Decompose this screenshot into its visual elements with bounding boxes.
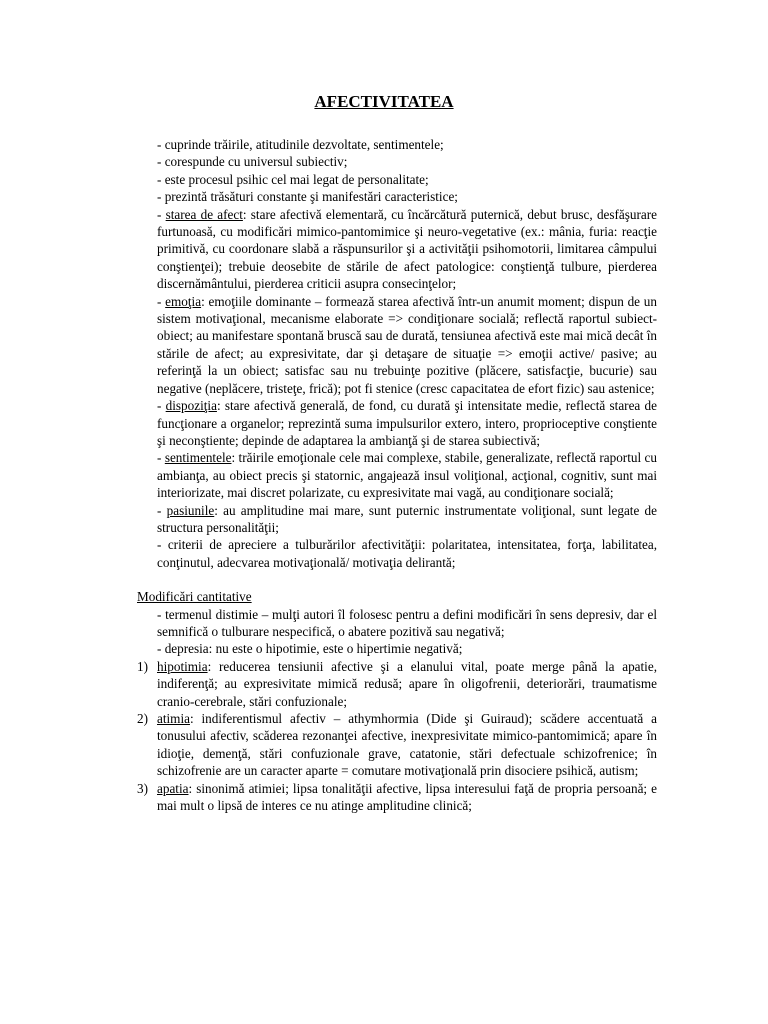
- item-prefix: -: [157, 502, 167, 518]
- section-heading: Modificări cantitative: [137, 589, 252, 605]
- definition-item: [137, 536, 657, 571]
- numbered-item: [137, 710, 657, 780]
- bullet-list: [137, 136, 657, 206]
- item-text: : stare afectivă generală, de fond, cu durată şi intensitate medie, reflectă starea de funcţionare a organelor; reprezintă suma impulsurilor extero, intero, proprioceptive conştiente şi neconştiente; depinde de adaptarea la ambianţă şi de starea subiectivă;: [157, 398, 657, 448]
- bullet-item: - este procesul psihic cel mai legat de personalitate;: [157, 171, 429, 187]
- document-body: [137, 136, 657, 814]
- intro-item: - depresia: nu este o hipotimie, este o hipertimie negativă;: [157, 641, 463, 657]
- item-number: 3): [137, 780, 148, 796]
- item-text: : stare afectivă elementară, cu încărcătură puternică, debut brusc, desfăşurare furtunoasă, cu modificări mimico-pantomimice şi neuro-vegetative (ex.: mânia, furia: reacţie primitivă, cu coordonare slabă a răspunsurilor şi a activităţii psihomotorii, limitarea câmpului conştienţei); trebuie deosebite de stările de afect patologice: conştienţă tulbure, pierderea discernământului, pierderea criticii asupra consecinţelor;: [157, 206, 657, 292]
- item-text: criterii de apreciere a tulburărilor afectivităţii: polaritatea, intensitatea, forţa, labilitatea, conţinutul, adecvarea motivaţională/ motivaţia delirantă;: [157, 537, 657, 570]
- item-prefix: -: [157, 398, 166, 414]
- definition-item: [137, 449, 657, 501]
- item-number: 1): [137, 658, 148, 674]
- item-term: dispoziţia: [165, 398, 217, 414]
- item-prefix: -: [157, 537, 168, 553]
- item-number: 2): [137, 711, 148, 726]
- item-text: : reducerea tensiunii afective şi a elanului vital, poate merge până la apatie, indiferenţă; au expresivitate mimică redusă; apare în oligofrenii, deteriorări, traumatisme cranio-cerebrale, stări confuzionale;: [157, 658, 657, 709]
- item-text: : trăirile emoţionale cele mai complexe, stabile, generalizate, reflectă raportul cu ambianţa, au obiect precis şi statornic, angajează insul voliţional, acţional, cognitiv, sunt mai interiorizate, mai discret polarizate, cu expresivitate mai vagă, au condiţionare socială;: [157, 450, 657, 501]
- item-prefix: -: [157, 293, 166, 309]
- item-term: apatia: [157, 780, 189, 796]
- bullet-item: - cuprinde trăirile, atitudinile dezvoltate, sentimentele;: [157, 137, 444, 152]
- bullet-item: - corespunde cu universul subiectiv;: [157, 154, 348, 170]
- definition-item: [137, 293, 657, 397]
- intro-item: - termenul distimie – mulţi autori îl folosesc pentru a defini modificări în sens depresiv, dar el semnifică o tulburare nespecifică, o abatere pozitivă sau negativă;: [157, 606, 657, 639]
- definition-item: [137, 397, 657, 449]
- item-term: emoţia: [165, 293, 202, 309]
- item-text: : emoţiile dominante – formează starea afectivă într-un anumit moment; dispun de un sistem motivaţional, mecanisme elaborate => condiţionare socială; reflectă raportul subiect-obiect; au manifestare spontană bruscă sau de durată, tensiunea afectivă este mai mică decât în stările de afect; au expresivitate, dar şi detaşare de situaţie => emoţii active/ pasive; au referinţă la un obiect; satisfac sau nu trebuinţe pozitive (plăcere, satisfacţie, bucurie) sau negative (neplăcere, tristeţe, frică); pot fi stenice (cresc capacitatea de efort fizic) sau astenice;: [157, 293, 657, 396]
- definition-item: [137, 502, 657, 537]
- item-term: hipotimia: [157, 658, 208, 674]
- definition-item: [137, 206, 657, 293]
- bullet-item: - prezintă trăsături constante şi manifestări caracteristice;: [157, 189, 458, 205]
- item-text: : sinonimă atimiei; lipsa tonalităţii afective, lipsa interesului faţă de propria persoană; e mai mult o lipsă de interes ce nu atinge amplitudine clinică;: [157, 780, 657, 814]
- item-term: pasiunile: [166, 502, 215, 518]
- item-term: sentimentele: [164, 450, 232, 466]
- item-prefix: -: [157, 206, 166, 222]
- item-text: : au amplitudine mai mare, sunt puternic instrumentate voliţional, sunt legate de structura personalităţii;: [157, 502, 657, 535]
- numbered-item: [137, 780, 657, 815]
- item-prefix: -: [157, 450, 165, 466]
- page-title: AFECTIVITATEA: [314, 92, 454, 111]
- spacer: [137, 571, 657, 588]
- item-term: starea de afect: [165, 206, 243, 222]
- numbered-item: [137, 658, 657, 710]
- item-term: atimia: [157, 711, 190, 726]
- section-intro: [137, 606, 657, 658]
- definition-list: [137, 206, 657, 572]
- item-text: : indiferentismul afectiv – athymhormia (Dide şi Guiraud); scădere accentuată a tonusului afectiv, scăderea rezonanţei afective, inexpresivitate mimico-pantomimică; apare în idioţie, demenţă, stări confuzionale grave, catatonie, stări defectuale schizofrenice; în schizofrenie are un caracter aparte = comutare motivaţională prin disociere psihică, autism;: [157, 711, 657, 779]
- numbered-list: [137, 658, 657, 815]
